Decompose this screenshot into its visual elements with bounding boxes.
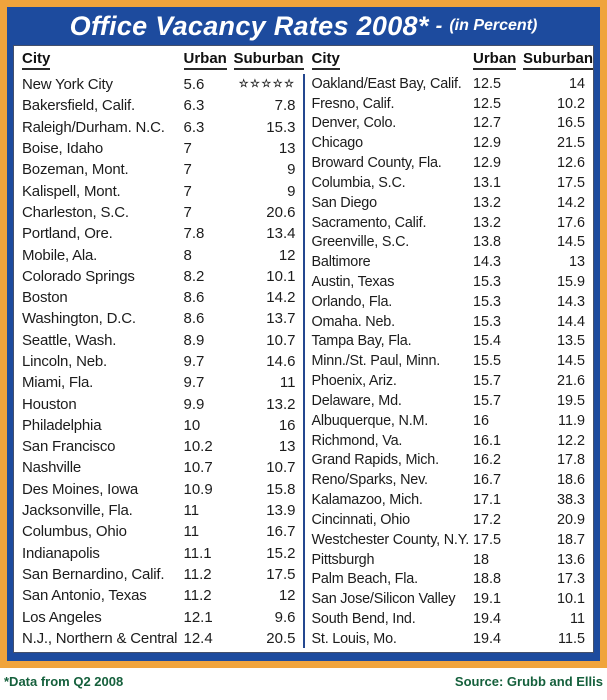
table-row (22, 585, 296, 606)
table-row (22, 500, 296, 521)
table-row (312, 471, 586, 491)
city-cell: Columbus, Ohio (22, 523, 127, 541)
suburban-cell: 17.3 (556, 571, 585, 588)
suburban-cell: 16 (278, 416, 296, 434)
suburban-cell: 10.7 (266, 331, 296, 349)
city-cell: Jacksonville, Fla. (22, 502, 133, 520)
urban-cell: 7 (183, 182, 192, 200)
table-row (22, 159, 296, 180)
table-row (22, 95, 296, 116)
suburban-cell: 13 (278, 438, 296, 456)
suburban-cell: 21.5 (556, 135, 585, 152)
city-cell: Greenville, S.C. (311, 234, 410, 251)
urban-cell: 11.1 (183, 544, 212, 562)
urban-column-header: Urban (184, 50, 234, 70)
urban-cell: 15.3 (473, 273, 502, 290)
title-bar (7, 7, 600, 45)
page-title: Office Vacancy Rates 2008* (69, 10, 429, 41)
city-cell: Orlando, Fla. (311, 293, 393, 310)
suburban-cell: 13.7 (266, 310, 296, 328)
city-cell: Columbia, S.C. (311, 174, 406, 191)
suburban-cell: 18.7 (556, 531, 585, 548)
table-row (312, 530, 586, 550)
city-cell: Omaha. Neb. (311, 313, 395, 330)
urban-cell: 7 (183, 140, 192, 158)
table-row (22, 74, 296, 95)
suburban-cell: 20.5 (266, 629, 296, 647)
city-cell: Grand Rapids, Mich. (311, 452, 439, 469)
table-row (312, 193, 586, 213)
table-row (22, 564, 296, 585)
table-row (312, 153, 586, 173)
suburban-cell: 11 (570, 611, 585, 628)
city-cell: St. Louis, Mo. (311, 630, 397, 647)
right-rows (312, 74, 586, 649)
table-row (22, 479, 296, 500)
table-row (312, 272, 586, 292)
city-cell: Kalispell, Mont. (22, 182, 121, 200)
city-cell: Colorado Springs (22, 267, 135, 285)
city-cell: Los Angeles (22, 608, 102, 626)
urban-cell: 16.2 (473, 452, 502, 469)
city-cell: Minn./St. Paul, Minn. (311, 353, 441, 370)
urban-cell: 15.4 (473, 333, 502, 350)
suburban-cell: 17.5 (556, 174, 585, 191)
urban-cell: 15.3 (473, 313, 502, 330)
city-cell: Des Moines, Iowa (22, 480, 139, 498)
table-row (312, 332, 586, 352)
urban-cell: 6.3 (183, 118, 205, 136)
urban-cell: 10.2 (183, 438, 213, 456)
suburban-cell: 13 (278, 140, 296, 158)
table-left-half (14, 46, 304, 652)
table-row (312, 629, 586, 649)
urban-cell: 7 (183, 203, 192, 221)
table-row (22, 372, 296, 393)
urban-cell: 8.6 (183, 310, 205, 328)
suburban-cell: 10.1 (556, 591, 585, 608)
table-row (22, 308, 296, 329)
table-row (312, 352, 586, 372)
urban-cell: 8 (183, 246, 192, 264)
suburban-cell: 11.9 (558, 412, 585, 429)
suburban-cell: 13.2 (266, 395, 296, 413)
urban-cell: 8.9 (183, 331, 205, 349)
suburban-cell: 17.5 (266, 565, 296, 583)
urban-cell: 15.7 (473, 392, 502, 409)
urban-cell: 18.8 (473, 571, 502, 588)
urban-cell: 12.1 (183, 608, 213, 626)
table-row (312, 451, 586, 471)
urban-cell: 10.9 (183, 480, 213, 498)
table-row (312, 411, 586, 431)
city-cell: Philadelphia (22, 416, 102, 434)
urban-cell: 11.2 (183, 587, 212, 605)
table-row (312, 550, 586, 570)
city-cell: Denver, Colo. (311, 115, 397, 132)
table-right-half (304, 46, 594, 652)
city-cell: Reno/Sparks, Nev. (311, 472, 428, 489)
suburban-cell: 10.1 (266, 267, 296, 285)
suburban-cell: 21.6 (556, 373, 585, 390)
suburban-cell: 13.4 (266, 225, 296, 243)
city-cell: Westchester County, N.Y. (311, 531, 470, 548)
urban-cell: 11.2 (183, 565, 212, 583)
table-row (312, 431, 586, 451)
suburban-cell: 15.3 (266, 118, 296, 136)
table-row (22, 138, 296, 159)
urban-cell: 16 (473, 412, 490, 429)
urban-cell: 13.1 (473, 174, 502, 191)
footer (4, 674, 603, 689)
suburban-cell: 20.6 (266, 203, 296, 221)
table-row (312, 233, 586, 253)
table-row (22, 330, 296, 351)
city-column-header: City (22, 50, 184, 70)
urban-cell: 8.6 (183, 289, 205, 307)
suburban-cell: ☆☆☆☆☆ (238, 78, 296, 91)
city-cell: Bakersfield, Calif. (22, 97, 135, 115)
table-row (312, 94, 586, 114)
city-cell: Oakland/East Bay, Calif. (311, 75, 462, 92)
suburban-cell: 13.9 (266, 502, 296, 520)
suburban-cell: 16.5 (556, 115, 585, 132)
city-cell: Fresno, Calif. (311, 95, 395, 112)
city-cell: Cincinnati, Ohio (311, 511, 410, 528)
urban-cell: 7 (183, 161, 192, 179)
city-cell: Washington, D.C. (22, 310, 136, 328)
urban-cell: 9.7 (183, 353, 205, 370)
urban-cell: 12.5 (473, 95, 502, 112)
urban-column-header: Urban (473, 50, 523, 70)
urban-cell: 19.1 (473, 591, 502, 608)
left-rows (22, 74, 296, 649)
table-row (312, 312, 586, 332)
city-cell: Boston (22, 289, 68, 307)
urban-cell: 8.2 (183, 267, 205, 285)
table-row (22, 266, 296, 287)
city-cell: Mobile, Ala. (22, 246, 98, 264)
city-cell: Kalamazoo, Mich. (311, 492, 423, 509)
urban-cell: 7.8 (183, 225, 205, 243)
table-row (22, 223, 296, 244)
urban-cell: 13.8 (473, 234, 502, 251)
urban-cell: 14.3 (473, 254, 502, 271)
table-row (22, 117, 296, 138)
table-row (22, 628, 296, 649)
suburban-cell: 18.6 (556, 472, 585, 489)
suburban-cell: 14.5 (556, 353, 585, 370)
suburban-cell: 14 (568, 75, 585, 92)
urban-cell: 16.1 (473, 432, 502, 449)
suburban-cell: 17.6 (556, 214, 585, 231)
suburban-cell: 14.2 (266, 289, 296, 307)
urban-cell: 11 (183, 502, 200, 520)
urban-cell: 13.2 (473, 194, 502, 211)
urban-cell: 13.2 (473, 214, 502, 231)
table-row (22, 180, 296, 201)
urban-cell: 15.7 (473, 373, 502, 390)
urban-cell: 5.6 (183, 76, 205, 94)
urban-cell: 15.5 (473, 353, 502, 370)
table-row (312, 173, 586, 193)
table-row (22, 543, 296, 564)
table-row (312, 609, 586, 629)
city-cell: Tampa Bay, Fla. (311, 333, 412, 350)
urban-cell: 12.5 (473, 75, 502, 92)
suburban-cell: 17.8 (556, 452, 585, 469)
table-row (22, 202, 296, 223)
suburban-cell: 9 (287, 182, 296, 200)
city-cell: Phoenix, Ariz. (311, 373, 397, 390)
urban-cell: 16.7 (473, 472, 502, 489)
suburban-cell: 10.7 (266, 459, 296, 477)
table-row (22, 244, 296, 265)
suburban-cell: 13.6 (556, 551, 585, 568)
suburban-cell: 11 (279, 374, 296, 392)
urban-cell: 15.3 (473, 293, 502, 310)
suburban-cell: 14.3 (556, 293, 585, 310)
city-cell: Houston (22, 395, 77, 413)
table-row (312, 371, 586, 391)
data-note: *Data from Q2 2008 (4, 674, 124, 689)
urban-cell: 9.9 (183, 395, 205, 413)
suburban-cell: 14.2 (556, 194, 585, 211)
table-row (312, 510, 586, 530)
suburban-column-header: Suburban (523, 50, 585, 70)
city-cell: Albuquerque, N.M. (311, 412, 429, 429)
city-cell: Sacramento, Calif. (311, 214, 427, 231)
city-cell: Pittsburgh (311, 551, 375, 568)
city-cell: Chicago (311, 135, 363, 152)
city-column-header: City (312, 50, 474, 70)
source-credit: Source: Grubb and Ellis (454, 674, 603, 689)
city-cell: Broward County, Fla. (311, 155, 442, 172)
city-cell: Seattle, Wash. (22, 331, 117, 349)
suburban-cell: 13 (568, 254, 585, 271)
suburban-cell: 12.2 (556, 432, 585, 449)
table-box (13, 45, 594, 653)
city-cell: Baltimore (311, 254, 371, 271)
table-row (22, 457, 296, 478)
city-cell: Lincoln, Neb. (22, 353, 107, 370)
left-header-row (22, 46, 304, 74)
urban-cell: 12.7 (473, 115, 502, 132)
urban-cell: 10 (183, 416, 201, 434)
table-row (312, 391, 586, 411)
urban-cell: 11 (183, 523, 200, 541)
city-cell: Delaware, Md. (311, 392, 402, 409)
city-cell: San Bernardino, Calif. (22, 565, 165, 583)
table-row (22, 351, 296, 372)
city-cell: San Francisco (22, 438, 116, 456)
urban-cell: 17.2 (473, 511, 502, 528)
city-cell: Palm Beach, Fla. (311, 571, 418, 588)
suburban-cell: 12 (278, 246, 296, 264)
table-row (312, 490, 586, 510)
suburban-cell: 12 (278, 587, 296, 605)
suburban-cell: 15.2 (266, 544, 296, 562)
table-row (22, 393, 296, 414)
suburban-cell: 20.9 (556, 511, 585, 528)
table-row (22, 521, 296, 542)
city-cell: South Bend, Ind. (311, 611, 416, 628)
city-cell: Indianapolis (22, 544, 100, 562)
suburban-cell: 7.8 (274, 97, 296, 115)
table-row (312, 252, 586, 272)
table-row (22, 415, 296, 436)
urban-cell: 12.4 (183, 629, 213, 647)
suburban-cell: 12.6 (556, 155, 585, 172)
urban-cell: 19.4 (473, 630, 502, 647)
table-row (312, 590, 586, 610)
urban-cell: 6.3 (183, 97, 205, 115)
city-cell: Raleigh/Durham. N.C. (22, 118, 165, 136)
urban-cell: 17.1 (473, 492, 502, 509)
suburban-cell: 15.9 (556, 273, 585, 290)
city-cell: Portland, Ore. (22, 225, 113, 243)
urban-cell: 17.5 (473, 531, 502, 548)
title-subtitle: (in Percent) (449, 17, 538, 34)
city-cell: Boise, Idaho (22, 140, 103, 158)
city-cell: N.J., Northern & Central (22, 629, 178, 647)
suburban-cell: 14.6 (266, 353, 296, 370)
right-header-row (311, 46, 593, 74)
city-cell: Austin, Texas (311, 273, 395, 290)
suburban-cell: 9 (287, 161, 296, 179)
table-row (312, 213, 586, 233)
city-cell: San Jose/Silicon Valley (311, 591, 456, 608)
suburban-cell: 10.2 (556, 95, 585, 112)
table-row (312, 133, 586, 153)
urban-cell: 18 (473, 551, 490, 568)
suburban-cell: 15.8 (266, 480, 296, 498)
suburban-cell: 14.5 (556, 234, 585, 251)
table-row (312, 292, 586, 312)
column-divider (303, 74, 305, 648)
suburban-column-header: Suburban (234, 50, 296, 70)
table-row (312, 74, 586, 94)
suburban-cell: 9.6 (274, 608, 296, 626)
city-cell: San Antonio, Texas (22, 587, 147, 605)
suburban-cell: 14.4 (556, 313, 585, 330)
suburban-cell: 16.7 (266, 523, 296, 541)
table-row (22, 436, 296, 457)
suburban-cell: 38.3 (556, 492, 585, 509)
city-cell: Nashville (22, 459, 82, 477)
title-separator: - (435, 14, 443, 37)
urban-cell: 12.9 (473, 155, 502, 172)
city-cell: San Diego (311, 194, 377, 211)
urban-cell: 19.4 (473, 611, 502, 628)
table-row (312, 114, 586, 134)
city-cell: Charleston, S.C. (22, 203, 129, 221)
suburban-cell: 19.5 (556, 392, 585, 409)
urban-cell: 10.7 (183, 459, 213, 477)
urban-cell: 9.7 (183, 374, 205, 392)
table-row (312, 570, 586, 590)
city-cell: Richmond, Va. (311, 432, 403, 449)
city-cell: Bozeman, Mont. (22, 161, 129, 179)
suburban-cell: 11.5 (558, 630, 585, 647)
suburban-cell: 13.5 (556, 333, 585, 350)
table-row (22, 287, 296, 308)
city-cell: Miami, Fla. (22, 374, 94, 392)
urban-cell: 12.9 (473, 135, 502, 152)
table-row (22, 606, 296, 627)
city-cell: New York City (22, 76, 113, 94)
